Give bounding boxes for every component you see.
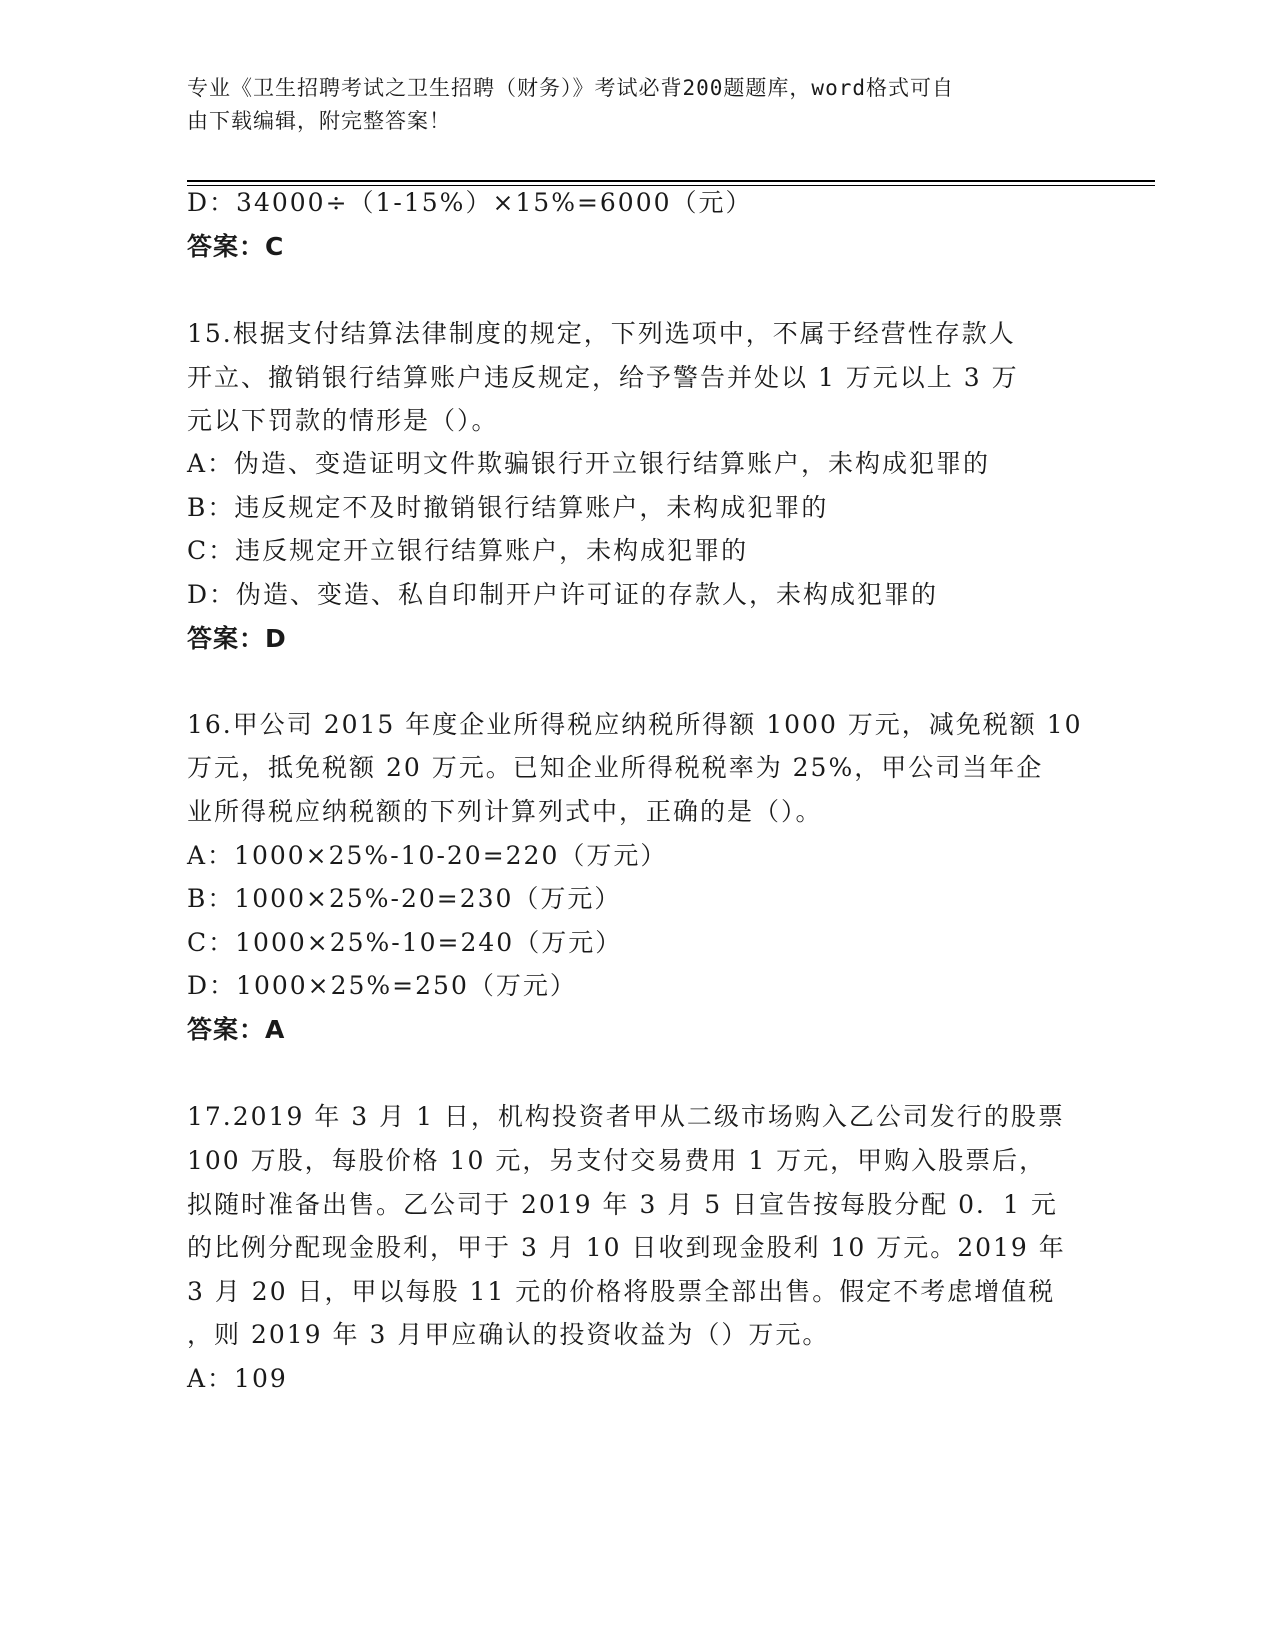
header-line-2: 由下载编辑，附完整答案！	[187, 109, 451, 133]
header-rule-thin	[187, 185, 1155, 186]
q15-stem-line-3: 元以下罚款的情形是（）。	[187, 406, 499, 435]
q16-answer: 答案：A	[187, 1015, 286, 1044]
q17-stem-line-6: ，则 2019 年 3 月甲应确认的投资收益为（）万元。	[187, 1320, 830, 1349]
q15-answer: 答案：D	[187, 624, 287, 653]
q16-stem-line-2: 万元，抵免税额 20 万元。已知企业所得税税率为 25%，甲公司当年企	[187, 753, 1044, 782]
q14-option-d: D：34000÷（1-15%）×15%=6000（元）	[187, 188, 753, 217]
header-line-1: 专业《卫生招聘考试之卫生招聘（财务）》考试必背200题题库，word格式可自	[187, 76, 954, 100]
q16-option-b: B：1000×25%-20=230（万元）	[187, 884, 622, 913]
q15-option-c: C：违反规定开立银行结算账户，未构成犯罪的	[187, 536, 749, 565]
q16-stem-line-3: 业所得税应纳税额的下列计算列式中，正确的是（）。	[187, 797, 823, 826]
q15-stem-line-2: 开立、撤销银行结算账户违反规定，给予警告并处以 1 万元以上 3 万	[187, 363, 1019, 392]
q17-stem-line-5: 3 月 20 日，甲以每股 11 元的价格将股票全部出售。假定不考虑增值税	[187, 1277, 1056, 1306]
q15-option-a: A：伪造、变造证明文件欺骗银行开立银行结算账户，未构成犯罪的	[187, 449, 991, 478]
q16-option-c: C：1000×25%-10=240（万元）	[187, 928, 623, 957]
q17-stem-line-2: 100 万股，每股价格 10 元，另支付交易费用 1 万元，甲购入股票后，	[187, 1146, 1047, 1175]
q15-option-d: D：伪造、变造、私自印制开户许可证的存款人，未构成犯罪的	[187, 580, 939, 609]
q17-stem-line-3: 拟随时准备出售。乙公司于 2019 年 3 月 5 日宣告按每股分配 0．1 元	[187, 1190, 1058, 1219]
q15-stem-line-1: 15.根据支付结算法律制度的规定，下列选项中，不属于经营性存款人	[187, 319, 1016, 348]
q15-option-b: B：违反规定不及时撤销银行结算账户，未构成犯罪的	[187, 493, 829, 522]
q16-option-d: D：1000×25%=250（万元）	[187, 971, 577, 1000]
q17-option-a: A：109	[187, 1364, 288, 1393]
q16-option-a: A：1000×25%-10-20=220（万元）	[187, 841, 668, 870]
q14-answer: 答案：C	[187, 232, 285, 261]
q17-stem-line-4: 的比例分配现金股利，甲于 3 月 10 日收到现金股利 10 万元。2019 年	[187, 1233, 1066, 1262]
q16-stem-line-1: 16.甲公司 2015 年度企业所得税应纳税所得额 1000 万元，减免税额 10	[187, 710, 1083, 739]
header-rule-thick	[187, 180, 1155, 182]
document-header	[187, 72, 1067, 138]
q17-stem-line-1: 17.2019 年 3 月 1 日，机构投资者甲从二级市场购入乙公司发行的股票	[187, 1102, 1065, 1131]
